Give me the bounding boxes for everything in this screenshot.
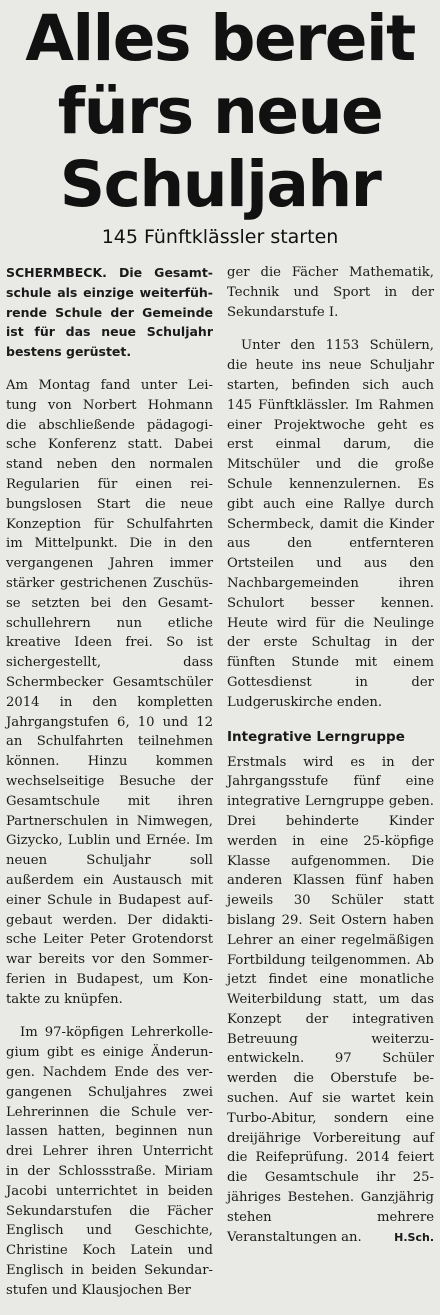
column-left [6, 263, 213, 1315]
body-text: Erstmals wird es in der Jahrgangsstufe fünf eine integrative Lerngruppe geben. Drei behinderte Kinder werden in eine 25-köpfige Klasse aufgenommen. Die anderen Klassen fünf haben jeweils 30 Schüler statt bislang 29. Seit Ostern haben Lehrer an einer regelmäßigen Fortbildung teilgenommen. Ab jetzt findet eine monatliche Weiterbildung statt, um das Konzept der integrativen Betreuung weiterzuentwickeln. 97 Schüler werden die Oberstufe besuchen. Auf sie wartet kein Turbo-Abitur, sondern eine dreijährige Vorbereitung auf die Reifeprüfung. 2014 feiert die Gesamtschule ihr 25-jähriges Bestehen. Ganzjährig stehen mehrere Veranstaltungen an. [227, 754, 434, 1245]
subheadline: 145 Fünftklässler starten [101, 226, 339, 248]
headline [0, 0, 440, 221]
headline-line-3: Schuljahr [59, 148, 381, 221]
article-body [6, 263, 434, 1315]
body-paragraph: Unter den 1153 Schülern, die heute ins neue Schuljahr starten, befinden sich auch 145 Fünftklässler. Im Rahmen einer Projektwoche geht es erst einmal darum, die Mitschüler und die große Schule kennenzulernen. Es gibt auch eine Rallye durch Schermbeck, damit die Kinder aus den entfernteren Ortsteilen und aus den Nachbargemeinden ihren Schulort besser kennen. Heute wird für die Neulinge der erste Schultag in der fünften Stunde mit einem Gottesdienst in der Ludgeruskirche enden. [227, 338, 434, 710]
body-paragraph: Am Montag fand unter Leitung von Norbert Hohmann die abschließende pädagogische Konferenz statt. Dabei stand neben den normalen Regularien für einen reibungslosen Start die neue Konzeption für Schulfahrten im Mittelpunkt. Die in den vergangenen Jahren immer stärker gestrichenen Zuschüsse setzten bei den Gesamtschullehrern nun etliche kreative Ideen frei. So ist sichergestellt, dass Schermbecker Gesamtschüler 2014 in den kompletten Jahrgangstufen 6, 10 und 12 an Schulfahrten teilnehmen können. Hinzu kommen wechselseitige Besuche der Gesamtschule mit ihren Partnerschulen in Nimwegen, Gizycko, Lublin und Ernée. Im neuen Schuljahr soll außerdem ein Austausch mit einer Schule in Budapest aufgebaut werden. Der didaktische Leiter Peter Grotendorst war bereits vor den Sommerferien in Budapest, um Kontakte zu knüpfen. [6, 377, 213, 1007]
headline-line-1: Alles bereit [25, 2, 415, 75]
author-byline: H.Sch. [394, 1230, 434, 1244]
body-paragraph: ger die Fächer Mathematik, Technik und Sport in der Sekundarstufe I. [227, 265, 434, 320]
headline-line-2: fürs neue [57, 75, 383, 148]
body-paragraph [227, 753, 434, 1248]
body-paragraph: Im 97-köpfigen Lehrerkollegium gibt es einige Änderungen. Nachdem Ende des vergangenen Schuljahres zwei Lehrerinnen die Schule verlassen hatten, beginnen nun drei Lehrer ihren Unterricht in der Schlossstraße. Miriam Jacobi unterrichtet in beiden Sekundarstufen die Fächer Englisch und Geschichte, Christine Koch Latein und Englisch in beiden Sekundarstufen und Klausjochen Ber [6, 1025, 213, 1298]
lead-paragraph: SCHERMBECK. Die Gesamtschule als einzige weiterführende Schule der Gemeinde ist für das neue Schuljahr bestens gerüstet. [6, 265, 213, 360]
section-subhead: Integrative Lerngruppe [227, 728, 405, 745]
column-right [227, 263, 434, 1315]
